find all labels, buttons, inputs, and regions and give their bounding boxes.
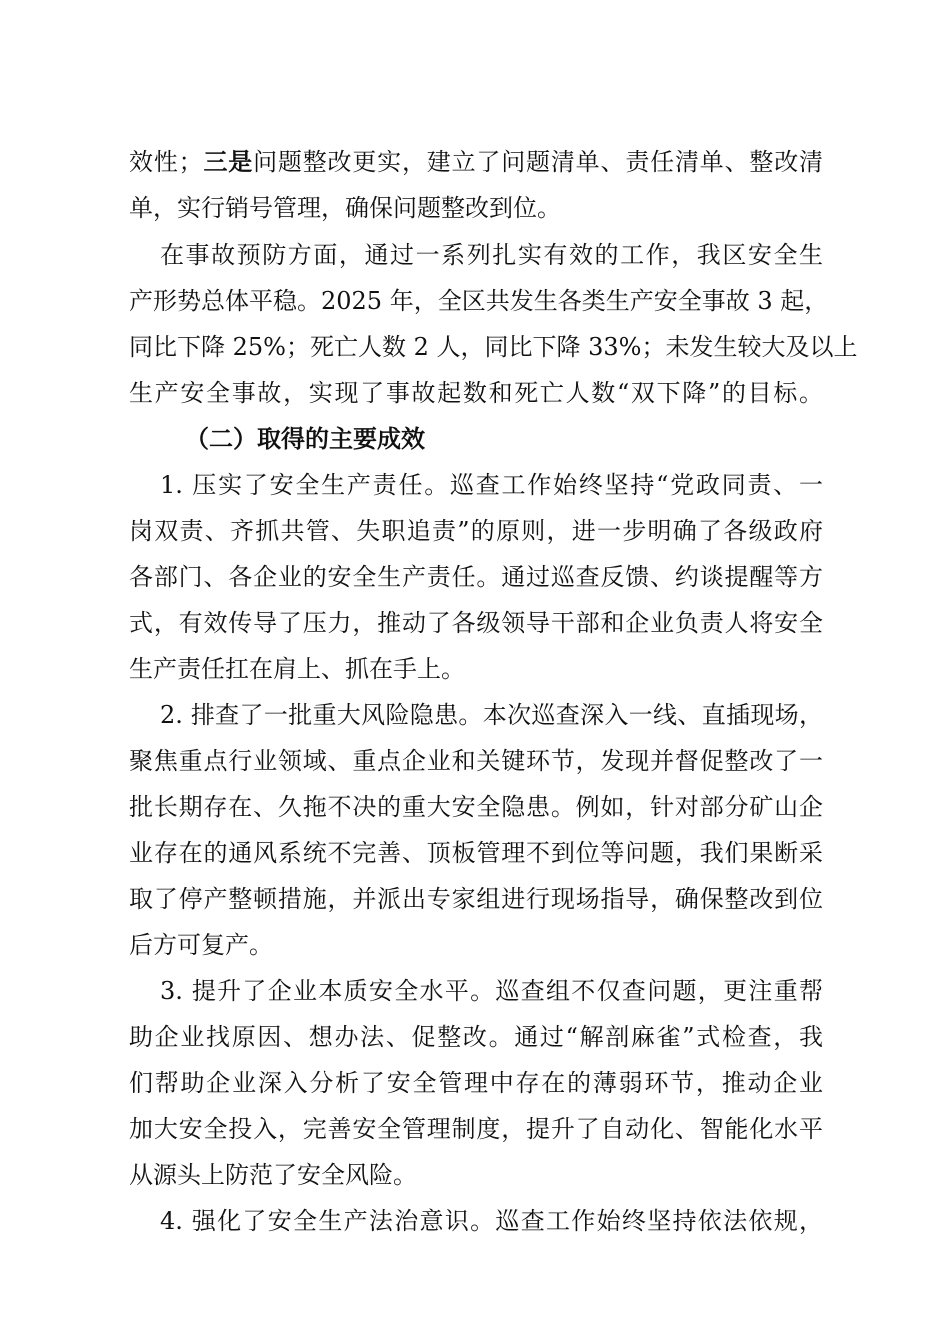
paragraph-line: 2. 排查了一批重大风险隐患。本次巡查深入一线、直插现场， <box>160 701 823 729</box>
bold-text-run: 三是 <box>202 147 254 176</box>
paragraph-line: 同比下降 25%；死亡人数 2 人，同比下降 33%；未发生较大及以上 <box>129 333 858 361</box>
paragraph-line: 从源头上防范了安全风险。 <box>129 1161 417 1189</box>
paragraph-line: 4. 强化了安全生产法治意识。巡查工作始终坚持依法依规， <box>160 1207 823 1235</box>
paragraph-line: 1. 压实了安全生产责任。巡查工作始终坚持“党政同责、一 <box>160 471 823 499</box>
paragraph-line: 各部门、各企业的安全生产责任。通过巡查反馈、约谈提醒等方 <box>129 563 823 591</box>
paragraph-line: 们帮助企业深入分析了安全管理中存在的薄弱环节，推动企业 <box>129 1069 823 1097</box>
paragraph-line: 业存在的通风系统不完善、顶板管理不到位等问题，我们果断采 <box>129 839 823 867</box>
paragraph-line: 生产责任扛在肩上、抓在手上。 <box>129 655 465 683</box>
paragraph-line: 在事故预防方面，通过一系列扎实有效的工作，我区安全生 <box>160 241 823 269</box>
paragraph-line <box>129 139 823 185</box>
paragraph-line: 后方可复产。 <box>129 931 273 959</box>
text-run: 问题整改更实，建立了问题清单、责任清单、整改清 <box>253 148 824 176</box>
paragraph-line: 助企业找原因、想办法、促整改。通过“解剖麻雀”式检查，我 <box>129 1023 823 1051</box>
paragraph-line: 单，实行销号管理，确保问题整改到位。 <box>129 194 561 222</box>
paragraph-line: 聚焦重点行业领域、重点企业和关键环节，发现并督促整改了一 <box>129 747 823 775</box>
section-heading: （二）取得的主要成效 <box>185 424 425 453</box>
paragraph-line: 产形势总体平稳。2025 年，全区共发生各类生产安全事故 3 起， <box>129 287 829 315</box>
paragraph-line: 3. 提升了企业本质安全水平。巡查组不仅查问题，更注重帮 <box>160 977 823 1005</box>
paragraph-line: 生产安全事故，实现了事故起数和死亡人数“双下降”的目标。 <box>129 379 823 407</box>
text-run: 效性； <box>129 148 203 176</box>
paragraph-line: 加大安全投入，完善安全管理制度，提升了自动化、智能化水平 <box>129 1115 823 1143</box>
paragraph-line: 岗双责、齐抓共管、失职追责”的原则，进一步明确了各级政府 <box>129 517 823 545</box>
paragraph-line: 取了停产整顿措施，并派出专家组进行现场指导，确保整改到位 <box>129 885 823 913</box>
paragraph-line: 批长期存在、久拖不决的重大安全隐患。例如，针对部分矿山企 <box>129 793 823 821</box>
paragraph-line: 式，有效传导了压力，推动了各级领导干部和企业负责人将安全 <box>129 609 823 637</box>
